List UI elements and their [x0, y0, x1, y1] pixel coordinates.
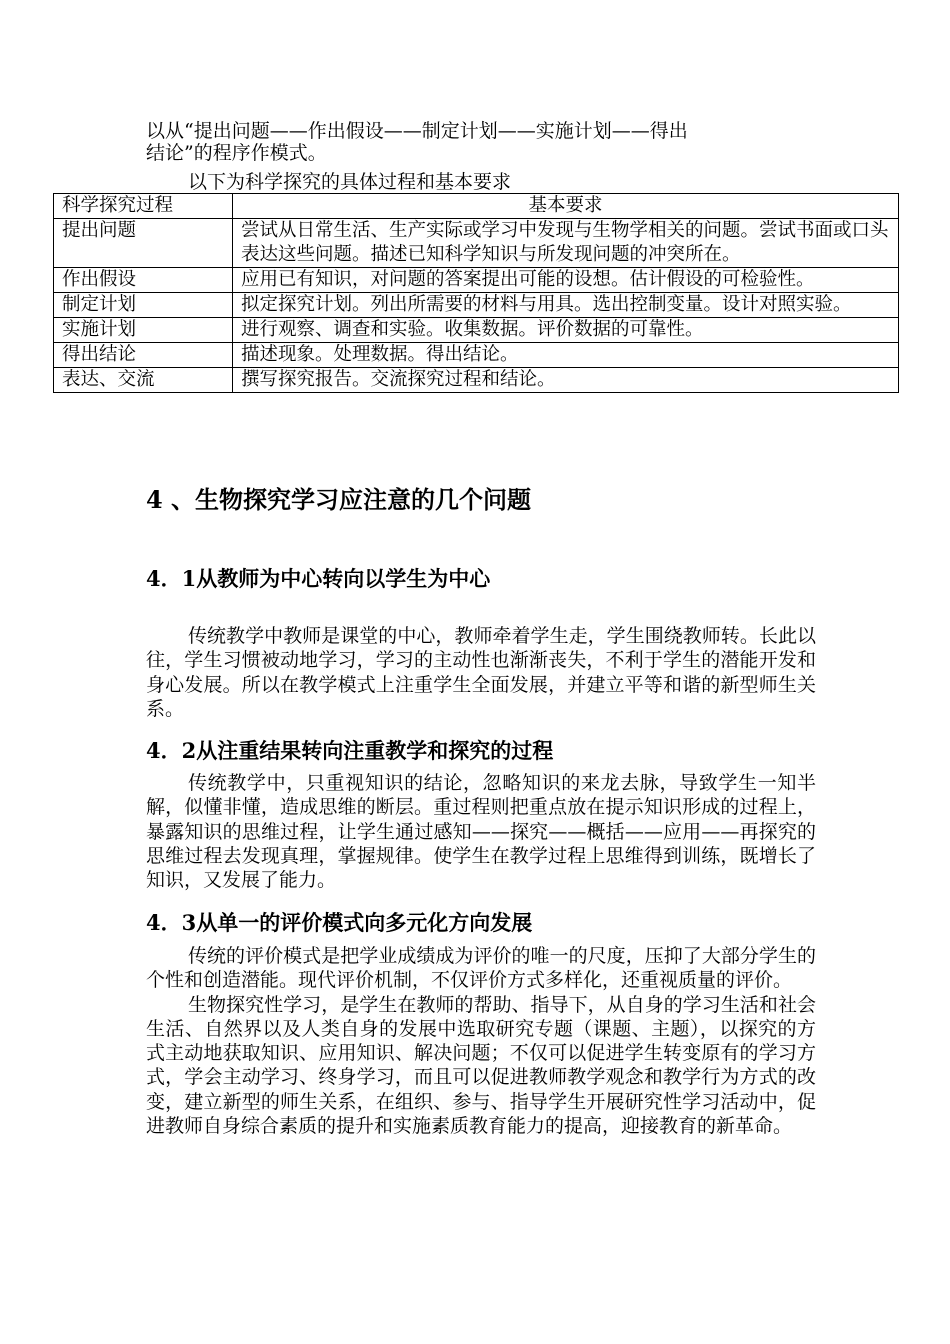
section-4-3-body — [146, 944, 816, 1138]
table-cell-requirement: 拟定探究计划。列出所需要的材料与用具。选出控制变量。设计对照实验。 — [233, 293, 899, 318]
table-cell-process: 实施计划 — [54, 318, 233, 343]
section-4-2-body — [146, 771, 816, 892]
intro-line-2: 结论”的程序作模式。 — [146, 142, 327, 164]
table-caption: 以下为科学探究的具体过程和基本要求 — [188, 171, 512, 193]
intro-line-1: 以从“提出问题——作出假设——制定计划——实施计划——得出 — [146, 120, 688, 142]
table-row — [54, 368, 899, 393]
table-header-process: 科学探究过程 — [54, 194, 233, 219]
section-4-1-heading: 4．1从教师为中心转向以学生为中心 — [146, 566, 491, 591]
table-row — [54, 268, 899, 293]
paragraph: 生物探究性学习，是学生在教师的帮助、指导下，从自身的学习生活和社会生活、自然界以及人类自身的发展中选取研究专题（课题、主题），以探究的方式主动地获取知识、应用知识、解决问题；不仅可以促进学生转变原有的学习方式，学会主动学习、终身学习，而且可以促进教师教学观念和教学行为方式的改变，建立新型的师生关系，在组织、参与、指导学生开展研究性学习活动中，促进教师自身综合素质的提升和实施素质教育能力的提高，迎接教育的新革命。 — [146, 993, 816, 1138]
table-row — [54, 293, 899, 318]
paragraph: 传统的评价模式是把学业成绩成为评价的唯一的尺度，压抑了大部分学生的个性和创造潜能。现代评价机制，不仅评价方式多样化，还重视质量的评价。 — [146, 945, 816, 992]
table-cell-process: 制定计划 — [54, 293, 233, 318]
table-cell-requirement: 进行观察、调查和实验。收集数据。评价数据的可靠性。 — [233, 318, 899, 343]
paragraph: 传统教学中教师是课堂的中心，教师牵着学生走，学生围绕教师转。长此以往，学生习惯被动地学习，学习的主动性也渐渐丧失，不利于学生的潜能开发和身心发展。所以在教学模式上注重学生全面发展，并建立平等和谐的新型师生关系。 — [146, 625, 816, 720]
inquiry-requirements-table — [53, 193, 899, 393]
section-4-3-heading: 4．3从单一的评价模式向多元化方向发展 — [146, 910, 533, 935]
table-cell-process: 表达、交流 — [54, 368, 233, 393]
table-cell-requirement: 尝试从日常生活、生产实际或学习中发现与生物学相关的问题。尝试书面或口头表达这些问题。描述已知科学知识与所发现问题的冲突所在。 — [233, 219, 899, 268]
paragraph: 传统教学中，只重视知识的结论，忽略知识的来龙去脉，导致学生一知半解，似懂非懂，造成思维的断层。重过程则把重点放在提示知识形成的过程上，暴露知识的思维过程，让学生通过感知——探究——概括——应用——再探究的思维过程去发现真理，掌握规律。使学生在教学过程上思维得到训练，既增长了知识，又发展了能力。 — [146, 772, 816, 892]
table-row — [54, 219, 899, 268]
intro-paragraph — [146, 120, 806, 164]
table-cell-requirement: 撰写探究报告。交流探究过程和结论。 — [233, 368, 899, 393]
section-4-2-heading: 4．2从注重结果转向注重教学和探究的过程 — [146, 738, 554, 763]
table-cell-process: 提出问题 — [54, 219, 233, 268]
table-header-row — [54, 194, 899, 219]
table-cell-requirement: 应用已有知识，对问题的答案提出可能的设想。估计假设的可检验性。 — [233, 268, 899, 293]
table-header-requirements: 基本要求 — [233, 194, 899, 219]
table-row — [54, 343, 899, 368]
table-cell-process: 得出结论 — [54, 343, 233, 368]
section-4-heading: 4 、生物探究学习应注意的几个问题 — [146, 485, 532, 514]
table-cell-process: 作出假设 — [54, 268, 233, 293]
table-row — [54, 318, 899, 343]
table-cell-requirement: 描述现象。处理数据。得出结论。 — [233, 343, 899, 368]
section-4-1-body — [146, 624, 816, 721]
